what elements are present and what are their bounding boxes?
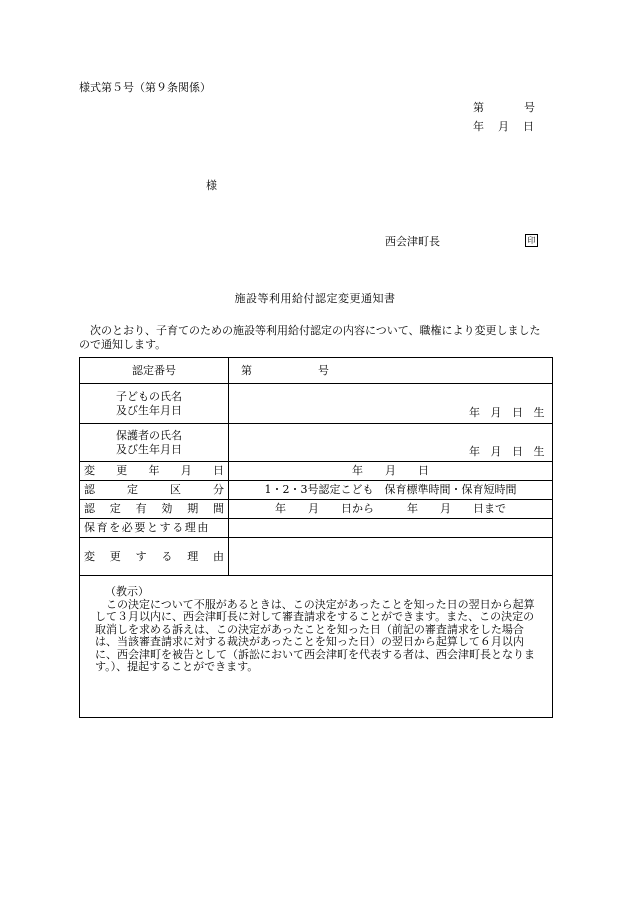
row-guardian <box>80 424 553 462</box>
date-month: 月 <box>498 120 509 133</box>
date-day: 日 <box>523 120 534 133</box>
guardian-dob-day: 日 <box>512 444 523 458</box>
cert-number-value <box>229 358 553 384</box>
need-reason-value <box>229 519 553 538</box>
document-title: 施設等利用給付認定変更通知書 <box>234 292 396 305</box>
category-label: 認 定 区 分 <box>80 481 229 500</box>
child-dob-month: 月 <box>490 405 502 419</box>
doc-number-prefix: 第 <box>473 101 484 114</box>
guardian-dob-value <box>229 424 553 462</box>
row-period <box>80 500 553 519</box>
guardian-dob-suffix: 生 <box>533 444 545 458</box>
child-dob-value <box>229 384 553 424</box>
change-date-value: 年 月 日 <box>229 462 553 481</box>
category-value: 1・2・3号認定こども 保育標準時間・保育短時間 <box>229 481 553 500</box>
change-reason-label: 変 更 す る 理 由 <box>80 538 229 576</box>
guardian-label-line2: 及び生年月日 <box>116 442 182 456</box>
cert-number-suffix: 号 <box>318 363 329 377</box>
child-dob-suffix: 生 <box>533 405 545 419</box>
issuer-name: 西会津町長 <box>385 235 440 248</box>
change-date-label: 変 更 年 月 日 <box>80 462 229 481</box>
notice-body: この決定について不服があるときは、この決定があったことを知った日の翌日から起算して３月以内に、西会津町長に対して審査請求をすることができます。また、この決定の取消しを求める訴えは、この決定があったことを知った日（前記の審査請求をした場合は、当該審査請求に対する裁決があったことを知った日）の翌日から起算して６月以内に、西会津町を被告として（訴訟において西会津町を代表する者は、西会津町長となります。）、提起することができます。 <box>95 597 535 673</box>
child-label-line2: 及び生年月日 <box>116 403 182 417</box>
intro-text: 次のとおり、子育てのための施設等利用給付認定の内容について、職権により変更しましたので通知します。 <box>79 324 541 351</box>
row-notice <box>80 576 553 718</box>
notice-box <box>80 576 553 718</box>
child-label <box>80 384 229 424</box>
child-dob-year: 年 <box>469 405 480 419</box>
guardian-label-line1: 保護者の氏名 <box>116 428 182 442</box>
document-date <box>473 120 534 133</box>
document-number <box>473 101 535 114</box>
change-reason-value <box>229 538 553 576</box>
row-need-reason <box>80 519 553 538</box>
period-label: 認 定 有 効 期 間 <box>80 500 229 519</box>
row-child <box>80 384 553 424</box>
row-category <box>80 481 553 500</box>
guardian-dob-month: 月 <box>490 444 502 458</box>
guardian-dob-year: 年 <box>469 444 480 458</box>
addressee: 様 <box>206 179 217 192</box>
notice-heading: （教示） <box>105 585 149 598</box>
child-dob-day: 日 <box>512 405 523 419</box>
row-change-reason <box>80 538 553 576</box>
row-change-date <box>80 462 553 481</box>
date-year: 年 <box>473 120 484 133</box>
notification-table <box>79 357 553 718</box>
form-number: 様式第５号（第９条関係） <box>79 81 211 94</box>
guardian-label <box>80 424 229 462</box>
child-label-line1: 子どもの氏名 <box>116 389 182 403</box>
need-reason-label: 保育を必要とする理由 <box>80 519 229 538</box>
cert-number-prefix: 第 <box>241 363 252 377</box>
doc-number-suffix: 号 <box>524 101 535 114</box>
cert-number-label: 認定番号 <box>80 358 229 384</box>
row-cert-number <box>80 358 553 384</box>
period-value: 年 月 日から 年 月 日まで <box>229 500 553 519</box>
seal-mark: 印 <box>525 234 538 247</box>
